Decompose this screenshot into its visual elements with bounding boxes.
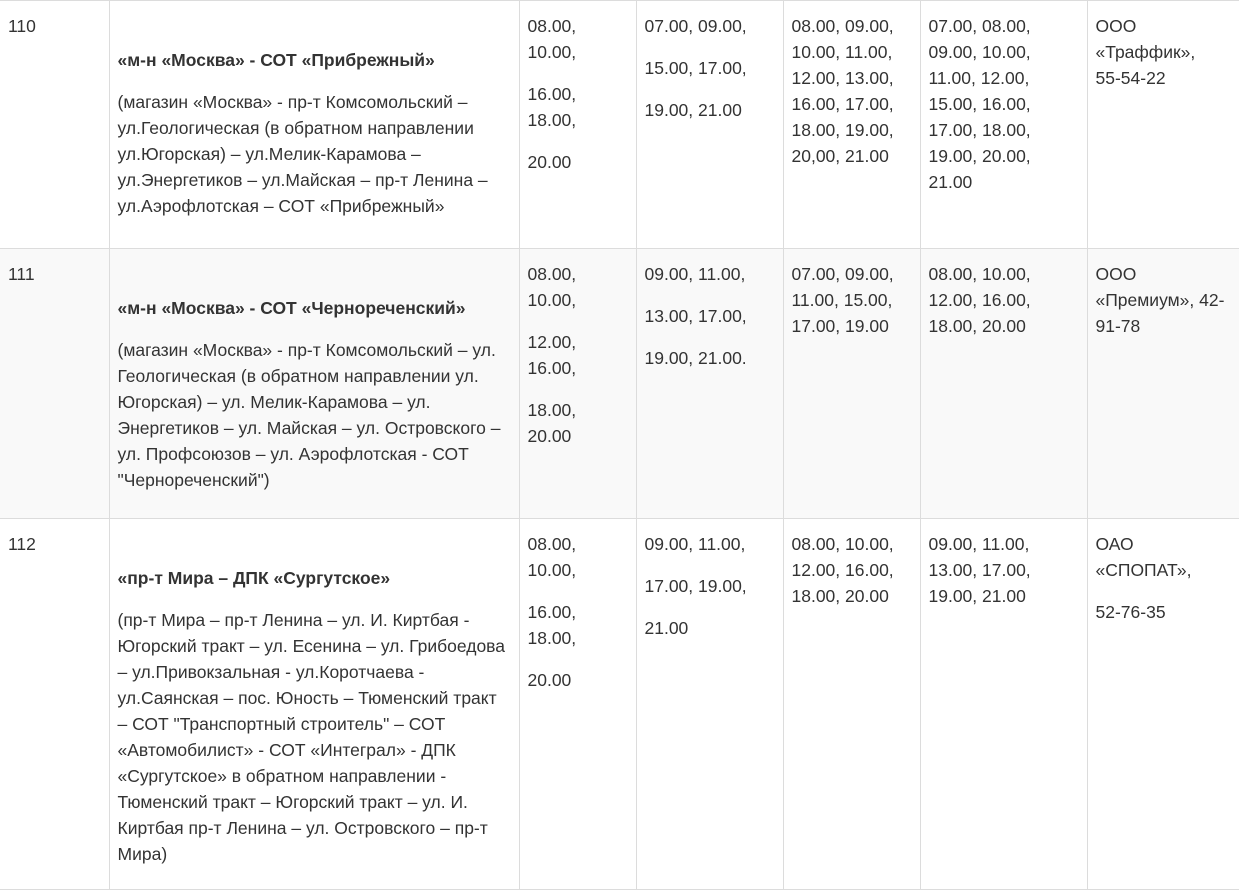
schedule-cell-2 <box>636 249 783 519</box>
time-value: 12.00, 13.00, <box>791 68 894 88</box>
time-value: 13.00, 17.00, <box>928 560 1031 580</box>
time-value: 09.00, 11.00, <box>928 534 1030 554</box>
carrier-phone: 91-78 <box>1095 316 1141 336</box>
time-value: 20.00 <box>527 426 572 446</box>
time-value: 16.00, <box>527 602 577 622</box>
carrier-type: ООО <box>1095 264 1137 284</box>
carrier-phone: 52-76-35 <box>1095 602 1166 622</box>
schedule-cell-3 <box>783 249 920 519</box>
schedule-cell-4 <box>920 519 1087 890</box>
time-value: 08.00, 10.00, <box>928 264 1031 284</box>
time-value: 12.00, 16.00, <box>791 560 894 580</box>
route-cell <box>109 519 519 890</box>
route-name: «м-н «Москва» - СОТ «Прибрежный» <box>117 50 435 70</box>
time-value: 08.00, 09.00, <box>791 16 894 36</box>
time-value: 08.00, <box>527 264 577 284</box>
time-value: 20.00 <box>527 152 572 172</box>
schedule-cell-4 <box>920 249 1087 519</box>
route-description: (магазин «Москва» - пр-т Комсомольский – ул. Геологическая (в обратном направлении ул. Югорская) – ул. Мелик-Карамова – ул. Энергетиков – ул. Майская – ул. Островского –ул. Профсоюзов – ул. Аэрофлотская - СОТ "Чернореченский") <box>117 340 501 490</box>
table-row <box>0 519 1239 890</box>
time-value: 18.00, <box>527 110 577 130</box>
time-value: 16.00, <box>527 358 577 378</box>
time-value: 07.00, 09.00, <box>644 16 747 36</box>
route-number: 110 <box>8 16 36 36</box>
time-value: 19.00, 20.00, <box>928 146 1031 166</box>
time-value: 10.00, <box>527 560 577 580</box>
time-value: 20,00, 21.00 <box>791 146 889 166</box>
schedule-cell-1 <box>519 249 636 519</box>
time-value: 20.00 <box>527 670 572 690</box>
time-value: 09.00, 11.00, <box>644 534 746 554</box>
time-value: 17.00, 19.00, <box>644 576 747 596</box>
time-value: 15.00, 17.00, <box>644 58 747 78</box>
time-value: 11.00, 15.00, <box>791 290 893 310</box>
time-value: 18.00, 20.00 <box>928 316 1026 336</box>
route-number: 112 <box>8 534 36 554</box>
time-value: 17.00, 18.00, <box>928 120 1031 140</box>
time-value: 12.00, <box>527 332 577 352</box>
route-number-cell <box>0 519 109 890</box>
time-value: 16.00, <box>527 84 577 104</box>
time-value: 10.00, <box>527 290 577 310</box>
time-value: 19.00, 21.00 <box>928 586 1026 606</box>
time-value: 16.00, 17.00, <box>791 94 894 114</box>
time-value: 19.00, 21.00. <box>644 348 747 368</box>
carrier-cell <box>1087 1 1239 249</box>
route-description: (пр-т Мира – пр-т Ленина – ул. И. Киртбая - Югорский тракт – ул. Есенина – ул. Грибоедова – ул.Привокзальная - ул.Коротчаева - ул.Саянская – пос. Юность – Тюменский тракт – СОТ "Транспортный строитель" – СОТ «Автомобилист» - СОТ «Интеграл» - ДПК «Сургутское» в обратном направлении - Тюменский тракт – Югорский тракт – ул. И. Киртбая пр-т Ленина – ул. Островского – пр-т Мира) <box>117 610 506 864</box>
time-value: 13.00, 17.00, <box>644 306 747 326</box>
carrier-cell <box>1087 519 1239 890</box>
time-value: 09.00, 10.00, <box>928 42 1031 62</box>
time-value: 10.00, 11.00, <box>791 42 893 62</box>
schedule-cell-2 <box>636 519 783 890</box>
carrier-name: «СПОПАТ», <box>1095 560 1192 580</box>
schedule-cell-3 <box>783 519 920 890</box>
time-value: 08.00, 10.00, <box>791 534 894 554</box>
schedule-cell-4 <box>920 1 1087 249</box>
carrier-type: ОАО <box>1095 534 1134 554</box>
carrier-name: «Траффик», <box>1095 42 1196 62</box>
time-value: 12.00, 16.00, <box>928 290 1031 310</box>
schedule-cell-3 <box>783 1 920 249</box>
carrier-phone: 55-54-22 <box>1095 68 1166 88</box>
time-value: 11.00, 12.00, <box>928 68 1030 88</box>
route-cell <box>109 249 519 519</box>
time-value: 07.00, 09.00, <box>791 264 894 284</box>
route-number-cell <box>0 249 109 519</box>
time-value: 08.00, <box>527 16 577 36</box>
route-number: 111 <box>8 264 35 284</box>
time-value: 10.00, <box>527 42 577 62</box>
table-row <box>0 1 1239 249</box>
route-cell <box>109 1 519 249</box>
carrier-cell <box>1087 249 1239 519</box>
route-description: (магазин «Москва» - пр-т Комсомольский – ул.Геологическая (в обратном направлении ул.Югорская) – ул.Мелик-Карамова – ул.Энергетиков – ул.Майская – пр-т Ленина – ул.Аэрофлотская – СОТ «Прибрежный» <box>117 92 488 216</box>
schedule-cell-1 <box>519 1 636 249</box>
time-value: 07.00, 08.00, <box>928 16 1031 36</box>
time-value: 18.00, 20.00 <box>791 586 889 606</box>
time-value: 08.00, <box>527 534 577 554</box>
route-number-cell <box>0 1 109 249</box>
time-value: 19.00, 21.00 <box>644 100 742 120</box>
time-value: 15.00, 16.00, <box>928 94 1031 114</box>
time-value: 21.00 <box>644 618 689 638</box>
time-value: 21.00 <box>928 172 973 192</box>
route-name: «пр-т Мира – ДПК «Сургутское» <box>117 568 391 588</box>
time-value: 09.00, 11.00, <box>644 264 746 284</box>
time-value: 18.00, <box>527 400 577 420</box>
route-name: «м-н «Москва» - СОТ «Чернореченский» <box>117 298 466 318</box>
time-value: 17.00, 19.00 <box>791 316 889 336</box>
carrier-type: ООО <box>1095 16 1137 36</box>
time-value: 18.00, <box>527 628 577 648</box>
table-row <box>0 249 1239 519</box>
schedule-cell-2 <box>636 1 783 249</box>
time-value: 18.00, 19.00, <box>791 120 894 140</box>
schedule-cell-1 <box>519 519 636 890</box>
carrier-name: «Премиум», 42- <box>1095 290 1225 310</box>
